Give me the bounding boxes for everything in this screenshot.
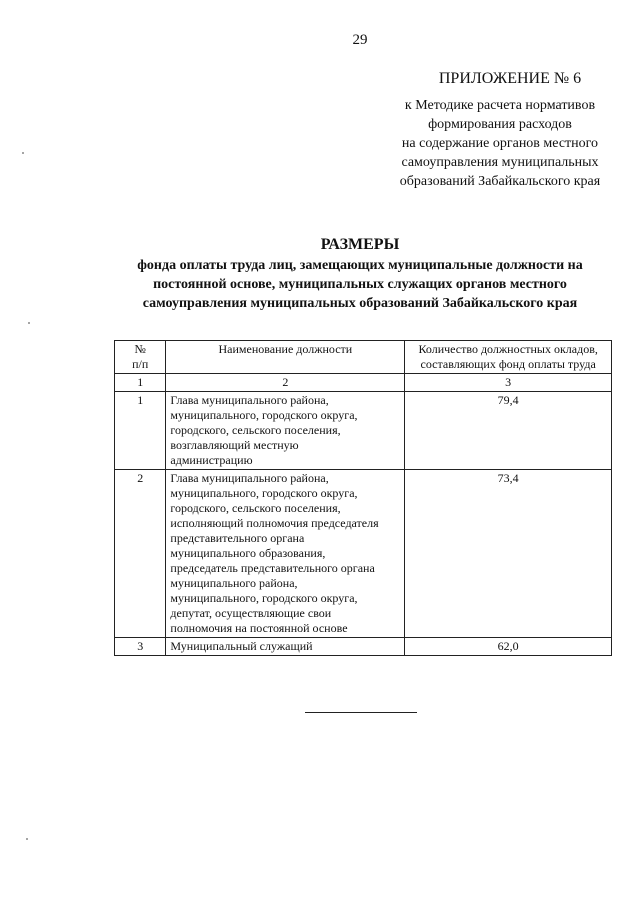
index-cell: 3 — [405, 374, 612, 392]
position-name-line: муниципального, городского округа, — [170, 486, 358, 500]
table-header-row — [115, 341, 612, 374]
position-name-line: городского, сельского поселения, — [170, 501, 341, 515]
position-name-line: исполняющий полномочия председателя — [170, 516, 379, 530]
position-name-line: муниципального района, — [170, 576, 298, 590]
salary-count-value: 62,0 — [405, 638, 612, 656]
header-number — [115, 341, 166, 374]
document-subtitle-line: самоуправления муниципальных образований Забайкальского края — [142, 296, 578, 311]
appendix-title: ПРИЛОЖЕНИЕ № 6 — [438, 70, 582, 87]
position-name-line: муниципального, городского округа, — [170, 408, 358, 422]
table-row — [115, 392, 612, 470]
position-name-line: депутат, осуществляющие свои — [170, 606, 332, 620]
header-salary-count-line: составляющих фонд оплаты труда — [420, 357, 596, 371]
salary-count-value: 79,4 — [405, 392, 612, 470]
page-number: 29 — [352, 32, 368, 48]
header-salary-count-line: Количество должностных окладов, — [418, 342, 598, 356]
appendix-subtitle-line: образований Забайкальского края — [399, 174, 601, 189]
header-position-name: Наименование должности — [166, 341, 405, 374]
scan-speck — [28, 322, 30, 324]
position-name-line: полномочия на постоянной основе — [170, 621, 348, 635]
position-name-line: председатель представительного органа — [170, 561, 375, 575]
position-name-line: Глава муниципального района, — [170, 393, 329, 407]
row-number: 1 — [115, 392, 166, 470]
appendix-subtitle — [380, 96, 620, 191]
position-name — [166, 638, 405, 656]
salary-fund-table — [114, 340, 612, 656]
table-row — [115, 470, 612, 638]
footer-rule — [305, 712, 417, 713]
scan-speck — [22, 152, 24, 154]
header-number-line: № — [134, 342, 146, 356]
document-subtitle-line: фонда оплаты труда лиц, замещающих муниципальные должности на — [137, 258, 583, 273]
document-title: РАЗМЕРЫ — [320, 236, 400, 253]
row-number: 2 — [115, 470, 166, 638]
index-cell: 1 — [115, 374, 166, 392]
document-subtitle-line: постоянной основе, муниципальных служащих органов местного — [153, 277, 567, 292]
appendix-subtitle-line: формирования расходов — [428, 117, 572, 132]
header-number-line: п/п — [132, 357, 149, 371]
position-name-line: возглавляющий местную — [170, 438, 299, 452]
position-name-line: представительного органа — [170, 531, 305, 545]
position-name-line: городского, сельского поселения, — [170, 423, 341, 437]
position-name — [166, 392, 405, 470]
position-name — [166, 470, 405, 638]
table-row — [115, 638, 612, 656]
appendix-subtitle-line: к Методике расчета нормативов — [404, 98, 596, 113]
appendix-subtitle-line: самоуправления муниципальных — [401, 155, 599, 170]
appendix-subtitle-line: на содержание органов местного — [401, 136, 599, 151]
header-salary-count — [405, 341, 612, 374]
salary-count-value: 73,4 — [405, 470, 612, 638]
index-cell: 2 — [166, 374, 405, 392]
position-name-line: администрацию — [170, 453, 253, 467]
position-name-line: муниципального, городского округа, — [170, 591, 358, 605]
scan-speck — [26, 838, 28, 840]
row-number: 3 — [115, 638, 166, 656]
document-subtitle — [110, 256, 610, 313]
position-name-line: муниципального образования, — [170, 546, 326, 560]
position-name-line: Муниципальный служащий — [170, 639, 313, 653]
table-index-row — [115, 374, 612, 392]
position-name-line: Глава муниципального района, — [170, 471, 329, 485]
